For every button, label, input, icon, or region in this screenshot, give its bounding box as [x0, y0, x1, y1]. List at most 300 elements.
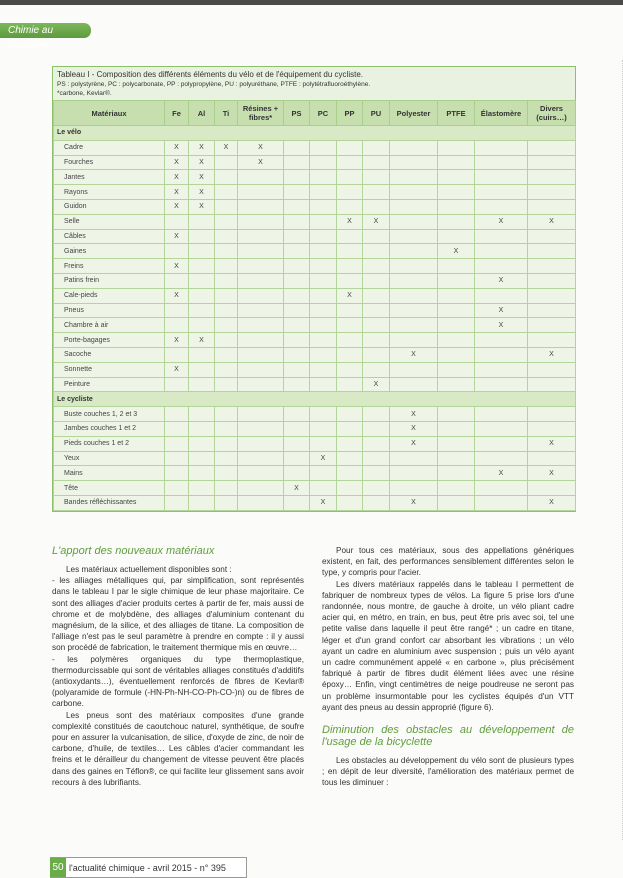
page-edge: [618, 60, 623, 840]
table-row: [54, 140, 576, 155]
table-cell: [310, 185, 337, 200]
table-cell: [438, 229, 475, 244]
table-cell: [284, 377, 310, 392]
table-cell: [390, 229, 438, 244]
table-cell: [165, 451, 189, 466]
table-cell: X: [165, 288, 189, 303]
table-cell: [284, 273, 310, 288]
table-cell: X: [390, 421, 438, 436]
table-cell: [165, 214, 189, 229]
page-footer: [50, 857, 247, 878]
composition-table-box: [52, 66, 576, 512]
table-cell: [165, 244, 189, 259]
table-cell: [528, 421, 576, 436]
journal-reference: l'actualité chimique - avril 2015 - n° 395: [69, 862, 226, 873]
table-cell: [528, 229, 576, 244]
table-cell: X: [215, 140, 238, 155]
table-cell: [215, 214, 238, 229]
table-row: [54, 170, 576, 185]
table-cell: [438, 155, 475, 170]
table-row: [54, 347, 576, 362]
row-label: Rayons: [54, 185, 165, 200]
table-row: [54, 244, 576, 259]
table-cell: [438, 451, 475, 466]
table-cell: [337, 421, 363, 436]
table-cell: [363, 407, 390, 422]
table-cell: [284, 185, 310, 200]
table-cell: [310, 170, 337, 185]
table-row: [54, 288, 576, 303]
table-cell: [284, 318, 310, 333]
table-cell: [337, 273, 363, 288]
table-cell: [475, 421, 528, 436]
table-cell: [390, 377, 438, 392]
table-cell: [238, 451, 284, 466]
table-cell: [390, 140, 438, 155]
table-cell: [363, 347, 390, 362]
table-cell: [363, 362, 390, 377]
table-cell: X: [238, 155, 284, 170]
table-row: [54, 407, 576, 422]
table-cell: [528, 303, 576, 318]
row-label: Pieds couches 1 et 2: [54, 436, 165, 451]
table-cell: [438, 495, 475, 510]
table-cell: [215, 185, 238, 200]
table-cell: [390, 155, 438, 170]
table-cell: [238, 466, 284, 481]
table-cell: X: [528, 347, 576, 362]
table-cell: [438, 288, 475, 303]
table-cell: [284, 199, 310, 214]
table-cell: [363, 185, 390, 200]
table-cell: X: [165, 155, 189, 170]
table-cell: X: [165, 229, 189, 244]
table-cell: X: [390, 436, 438, 451]
paragraph: Pour tous ces matériaux, sous des appellations génériques existent, en fait, des performances sensiblement différentes selon le type, y compris pour l'acier.: [322, 546, 574, 578]
table-cell: X: [189, 140, 215, 155]
row-label: Chambre à air: [54, 318, 165, 333]
table-cell: [238, 273, 284, 288]
table-cell: [238, 362, 284, 377]
table-cell: [528, 199, 576, 214]
table-cell: [438, 303, 475, 318]
table-cell: [215, 377, 238, 392]
table-cell: [310, 199, 337, 214]
table-cell: [310, 436, 337, 451]
table-cell: [284, 170, 310, 185]
table-cell: [363, 244, 390, 259]
table-cell: X: [165, 259, 189, 274]
table-cell: [310, 259, 337, 274]
table-cell: [310, 214, 337, 229]
table-cell: [438, 273, 475, 288]
column-header: Résines + fibres*: [238, 101, 284, 126]
table-cell: X: [189, 185, 215, 200]
table-row: [54, 185, 576, 200]
composition-table: [53, 100, 576, 511]
table-cell: [215, 451, 238, 466]
table-cell: [337, 318, 363, 333]
table-cell: [337, 347, 363, 362]
table-cell: [438, 362, 475, 377]
table-cell: [438, 466, 475, 481]
table-row: [54, 495, 576, 510]
row-label: Fourches: [54, 155, 165, 170]
table-cell: [310, 466, 337, 481]
table-cell: [310, 347, 337, 362]
table-cell: [363, 229, 390, 244]
table-cell: [215, 244, 238, 259]
row-label: Cadre: [54, 140, 165, 155]
table-cell: X: [337, 288, 363, 303]
table-header-row: [54, 101, 576, 126]
table-cell: X: [189, 199, 215, 214]
table-cell: [438, 481, 475, 496]
row-label: Pneus: [54, 303, 165, 318]
table-cell: [310, 229, 337, 244]
table-cell: [390, 185, 438, 200]
table-cell: [475, 170, 528, 185]
table-abbreviations: PS : polystyrène, PC : polycarbonate, PP : polypropylène, PU : polyuréthane, PTFE : polytétrafluoroéthylène.: [57, 81, 371, 88]
table-row: [54, 451, 576, 466]
table-cell: [337, 362, 363, 377]
table-cell: [390, 244, 438, 259]
table-cell: [189, 288, 215, 303]
table-cell: [189, 244, 215, 259]
table-cell: [528, 362, 576, 377]
table-cell: [310, 155, 337, 170]
table-cell: [438, 199, 475, 214]
table-cell: [284, 303, 310, 318]
top-bar: [0, 0, 623, 5]
table-cell: [363, 318, 390, 333]
table-cell: [363, 273, 390, 288]
table-row: [54, 259, 576, 274]
table-cell: [475, 229, 528, 244]
table-cell: [310, 481, 337, 496]
table-cell: [475, 140, 528, 155]
table-row: [54, 362, 576, 377]
table-cell: [337, 407, 363, 422]
table-cell: [284, 421, 310, 436]
table-cell: [475, 155, 528, 170]
table-cell: [215, 362, 238, 377]
section-heading-materials: L'apport des nouveaux matériaux: [52, 545, 215, 557]
row-label: Bandes réfléchissantes: [54, 495, 165, 510]
table-cell: [165, 436, 189, 451]
paragraph: Les obstacles au développement du vélo sont de plusieurs types ; en dépit de leur diversité, l'amélioration des matériaux permet de tous les diminuer :: [322, 756, 574, 788]
table-cell: [238, 377, 284, 392]
table-cell: [284, 451, 310, 466]
table-cell: X: [528, 436, 576, 451]
table-cell: [215, 436, 238, 451]
right-column: [322, 545, 574, 789]
table-cell: [310, 333, 337, 348]
table-cell: [189, 495, 215, 510]
table-cell: [215, 259, 238, 274]
section-heading-obstacles: Diminution des obstacles au développement de l'usage de la bicyclette: [322, 724, 574, 749]
table-cell: X: [528, 214, 576, 229]
table-cell: [238, 259, 284, 274]
table-row: [54, 436, 576, 451]
table-cell: [238, 495, 284, 510]
table-cell: [528, 377, 576, 392]
table-cell: [238, 347, 284, 362]
table-cell: X: [390, 347, 438, 362]
table-cell: [438, 421, 475, 436]
row-label: Sacoche: [54, 347, 165, 362]
table-cell: [337, 481, 363, 496]
row-label: Porte-bagages: [54, 333, 165, 348]
table-cell: [363, 451, 390, 466]
table-cell: [189, 303, 215, 318]
table-cell: [438, 377, 475, 392]
table-cell: X: [165, 362, 189, 377]
row-label: Buste couches 1, 2 et 3: [54, 407, 165, 422]
paragraph: Les divers matériaux rappelés dans le tableau I permettent de fabriquer de nombreux types de vélos. La figure 5 prise lors d'une randonnée, nous montre, de gauche à droite, un vélo pliant cadre acier qui, en métro, en train, en bus, peut être pris avec soi, tel une petite valise dans laquelle il peut être rangé* ; un cadre en titane, léger et d'un grand confort car absorbant les vibrations ; un vélo ayant un cadre en aluminium avec suspension ; puis un vélo ayant un cadre communément appelé « en carbone », plus précisément fabriqué à partir de fibres dudit élément liées avec une résine époxy… Enfin, vingt centimètres de neige poudreuse ne seront pas un problème insurmontable pour les cyclistes équipés d'un VTT ayant des pneus au dessin approprié (figure 6).: [322, 579, 574, 712]
table-cell: [310, 377, 337, 392]
table-cell: [189, 451, 215, 466]
table-cell: [310, 273, 337, 288]
table-cell: [165, 407, 189, 422]
table-cell: X: [390, 407, 438, 422]
table-cell: [284, 155, 310, 170]
column-header: Divers (cuirs…): [528, 101, 576, 126]
table-cell: [528, 407, 576, 422]
table-cell: [215, 333, 238, 348]
table-cell: [475, 185, 528, 200]
table-cell: [310, 318, 337, 333]
table-cell: [189, 318, 215, 333]
table-row: [54, 214, 576, 229]
table-cell: [390, 199, 438, 214]
table-row: [54, 421, 576, 436]
table-cell: [363, 140, 390, 155]
table-cell: [215, 466, 238, 481]
table-cell: [438, 407, 475, 422]
column-header: PTFE: [438, 101, 475, 126]
table-cell: [238, 199, 284, 214]
table-cell: [215, 347, 238, 362]
table-cell: [438, 259, 475, 274]
table-cell: [189, 481, 215, 496]
column-header: Al: [189, 101, 215, 126]
row-label: Tête: [54, 481, 165, 496]
table-cell: [284, 259, 310, 274]
table-cell: [238, 229, 284, 244]
table-cell: [215, 481, 238, 496]
table-cell: [189, 259, 215, 274]
section-label: Le vélo: [54, 126, 576, 141]
table-cell: [528, 155, 576, 170]
table-cell: [438, 436, 475, 451]
table-cell: [363, 303, 390, 318]
table-cell: [284, 229, 310, 244]
table-cell: [475, 199, 528, 214]
table-cell: [337, 377, 363, 392]
table-cell: X: [189, 333, 215, 348]
section-row: [54, 392, 576, 407]
table-cell: [438, 185, 475, 200]
table-row: [54, 229, 576, 244]
table-cell: X: [238, 140, 284, 155]
paragraph: - les alliages métalliques qui, par simplification, sont représentés dans le tableau I par le sigle chimique de leur phase majoritaire. Ce sont des alliages d'acier produits certes à partir de fer, mais aussi de chrome et de molybdène, des alliages d'aluminium contenant du magnésium, de la silice, et des alliages de titane. La composition de l'alliage n'est pas le seul paramètre à prendre en compte : il y aussi son procédé de fabrication, le traitement thermique mis en œuvre…: [52, 576, 304, 653]
table-cell: [363, 170, 390, 185]
table-row: [54, 318, 576, 333]
table-cell: [528, 244, 576, 259]
table-cell: [337, 185, 363, 200]
table-cell: [390, 481, 438, 496]
row-label: Jambes couches 1 et 2: [54, 421, 165, 436]
table-cell: [189, 407, 215, 422]
table-cell: X: [528, 495, 576, 510]
table-cell: [528, 288, 576, 303]
table-row: [54, 377, 576, 392]
row-label: Cale-pieds: [54, 288, 165, 303]
table-cell: [337, 495, 363, 510]
table-cell: [215, 273, 238, 288]
table-cell: [238, 481, 284, 496]
table-cell: [310, 288, 337, 303]
table-cell: [238, 407, 284, 422]
table-cell: X: [475, 466, 528, 481]
table-cell: [189, 466, 215, 481]
table-cell: [284, 436, 310, 451]
table-cell: [528, 481, 576, 496]
row-label: Peinture: [54, 377, 165, 392]
column-header: PP: [337, 101, 363, 126]
table-cell: [215, 318, 238, 333]
table-cell: [165, 421, 189, 436]
section-rubric: Chimie au quotidien: [0, 23, 91, 38]
table-cell: X: [475, 273, 528, 288]
left-column: [52, 545, 304, 788]
table-cell: [390, 273, 438, 288]
table-cell: [337, 170, 363, 185]
table-cell: [215, 288, 238, 303]
table-cell: [337, 229, 363, 244]
table-cell: [438, 333, 475, 348]
table-cell: [363, 259, 390, 274]
row-label: Mains: [54, 466, 165, 481]
row-label: Freins: [54, 259, 165, 274]
table-row: [54, 303, 576, 318]
table-cell: [215, 407, 238, 422]
table-cell: [238, 318, 284, 333]
table-cell: [215, 199, 238, 214]
table-cell: [189, 377, 215, 392]
table-cell: [475, 244, 528, 259]
table-cell: [310, 244, 337, 259]
table-cell: X: [475, 318, 528, 333]
table-cell: [363, 495, 390, 510]
table-cell: X: [310, 495, 337, 510]
row-label: Gaines: [54, 244, 165, 259]
table-cell: [284, 244, 310, 259]
row-label: Jantes: [54, 170, 165, 185]
row-label: Selle: [54, 214, 165, 229]
table-cell: [284, 362, 310, 377]
table-cell: [363, 333, 390, 348]
table-row: [54, 466, 576, 481]
table-cell: [189, 436, 215, 451]
table-cell: [238, 436, 284, 451]
table-cell: [284, 214, 310, 229]
table-cell: [165, 377, 189, 392]
table-cell: [337, 259, 363, 274]
table-cell: [337, 155, 363, 170]
table-cell: [438, 170, 475, 185]
table-row: [54, 333, 576, 348]
table-cell: [475, 333, 528, 348]
row-label: Sonnette: [54, 362, 165, 377]
column-header: Ti: [215, 101, 238, 126]
table-cell: [390, 288, 438, 303]
table-cell: [438, 347, 475, 362]
table-cell: X: [438, 244, 475, 259]
section-row: [54, 126, 576, 141]
table-cell: [310, 407, 337, 422]
table-cell: [528, 170, 576, 185]
table-cell: X: [189, 155, 215, 170]
table-cell: [528, 333, 576, 348]
table-cell: [238, 333, 284, 348]
table-cell: X: [165, 140, 189, 155]
table-cell: [238, 288, 284, 303]
table-cell: [390, 318, 438, 333]
table-cell: [189, 421, 215, 436]
table-cell: [238, 244, 284, 259]
table-cell: [528, 185, 576, 200]
column-header: Fe: [165, 101, 189, 126]
table-cell: [238, 185, 284, 200]
table-cell: [363, 421, 390, 436]
table-cell: [284, 347, 310, 362]
table-cell: [310, 140, 337, 155]
table-cell: [189, 362, 215, 377]
table-cell: [438, 318, 475, 333]
table-row: [54, 481, 576, 496]
table-cell: [390, 362, 438, 377]
table-cell: [528, 451, 576, 466]
table-cell: [189, 347, 215, 362]
table-cell: [475, 407, 528, 422]
table-cell: X: [165, 199, 189, 214]
table-cell: [189, 214, 215, 229]
table-cell: [165, 466, 189, 481]
table-cell: X: [165, 185, 189, 200]
table-cell: [215, 495, 238, 510]
table-cell: [337, 466, 363, 481]
table-cell: [310, 421, 337, 436]
table-cell: [475, 259, 528, 274]
table-cell: [528, 273, 576, 288]
table-cell: [284, 407, 310, 422]
table-cell: X: [390, 495, 438, 510]
table-cell: X: [337, 214, 363, 229]
column-header: PC: [310, 101, 337, 126]
table-cell: [363, 199, 390, 214]
table-cell: [284, 288, 310, 303]
table-cell: [337, 303, 363, 318]
table-cell: [475, 436, 528, 451]
table-cell: [528, 318, 576, 333]
table-title: Tableau I - Composition des différents éléments du vélo et de l'équipement du cycliste.: [57, 70, 363, 79]
table-cell: [363, 436, 390, 451]
table-cell: [390, 451, 438, 466]
table-cell: [284, 466, 310, 481]
table-cell: [215, 229, 238, 244]
